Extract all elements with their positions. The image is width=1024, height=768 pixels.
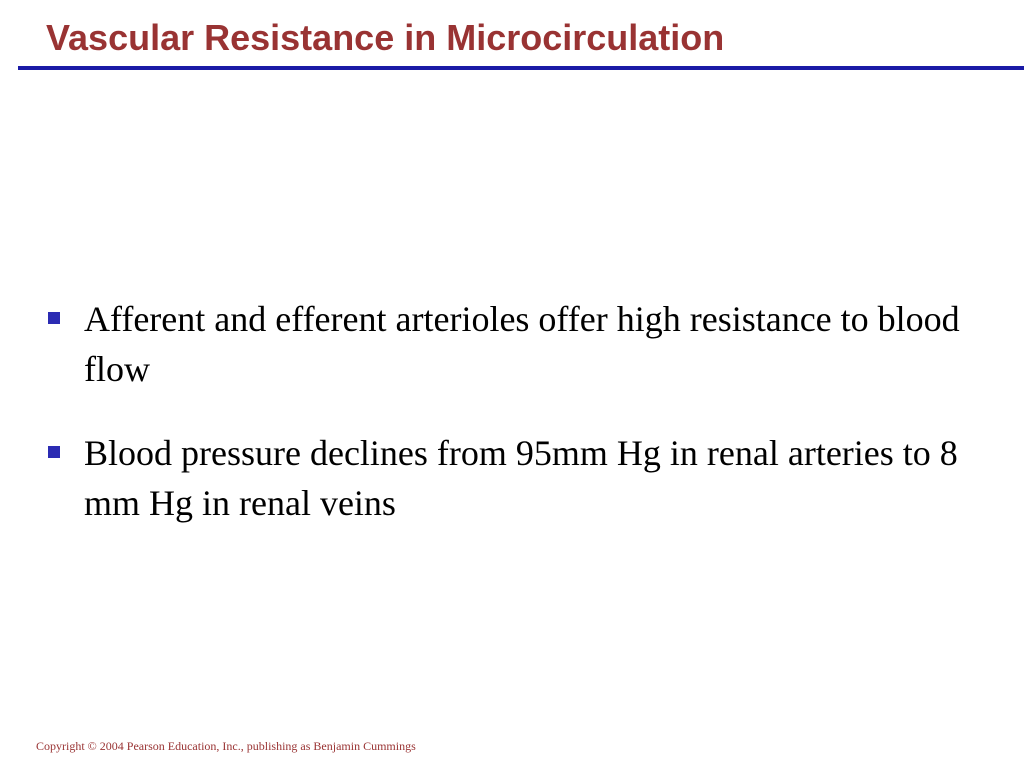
copyright-footer: Copyright © 2004 Pearson Education, Inc., publishing as Benjamin Cummings	[36, 739, 416, 753]
bullet-item	[46, 294, 996, 394]
square-bullet-icon	[48, 446, 60, 458]
bullet-list	[46, 294, 996, 562]
bullet-item	[46, 428, 996, 528]
bullet-text: Blood pressure declines from 95mm Hg in renal arteries to 8 mm Hg in renal veins	[84, 433, 958, 523]
title-underline	[18, 66, 1024, 70]
square-bullet-icon	[48, 312, 60, 324]
slide-title: Vascular Resistance in Microcirculation	[46, 17, 725, 58]
bullet-text: Afferent and efferent arterioles offer high resistance to blood flow	[84, 299, 960, 389]
